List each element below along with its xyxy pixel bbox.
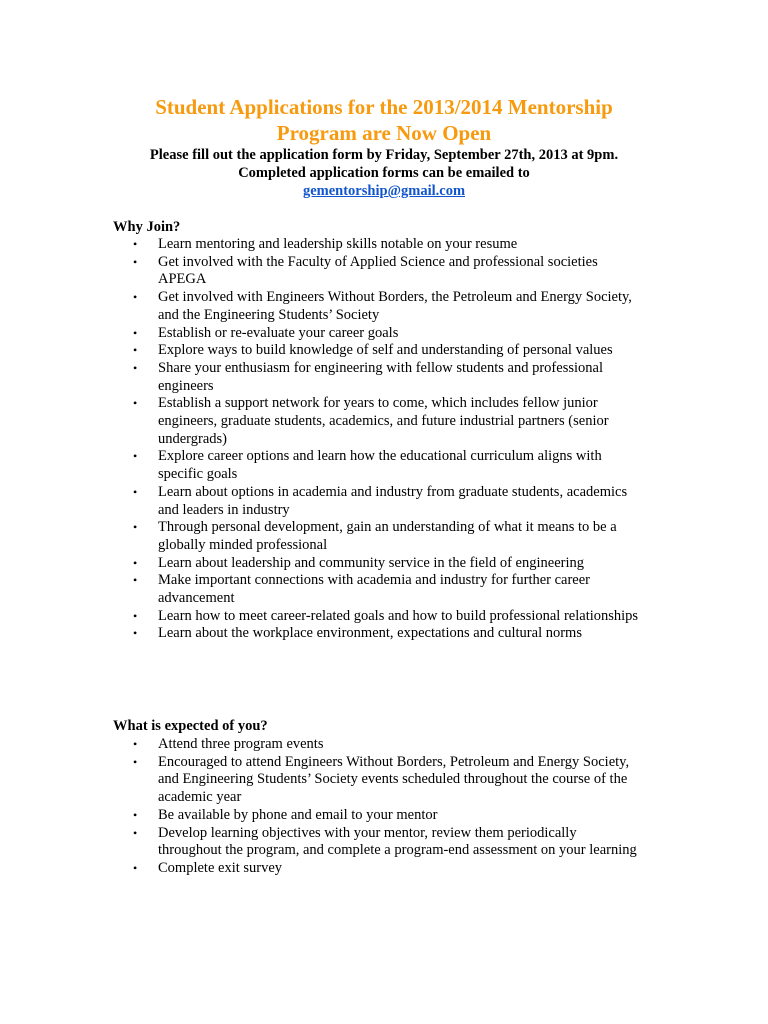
list-item-text: Develop learning objectives with your mentor, review them periodically throughout the program, and complete a program-end assessment on your learning [158,824,637,859]
list-item-text: Get involved with Engineers Without Borders, the Petroleum and Energy Society, and the Engineering Students’ Society [158,289,632,323]
list-item [113,254,643,289]
document-title: Student Applications for the 2013/2014 Mentorship Program are Now Open [155,95,613,145]
list-item-text: Explore ways to build knowledge of self and understanding of personal values [158,342,613,359]
list-item [113,236,643,254]
bullet-icon: • [133,254,138,269]
list-item-text: Make important connections with academia and industry for further career advancement [158,572,591,607]
list-item-text: Explore career options and learn how the educational curriculum aligns with specific goals [158,448,602,483]
bullet-icon: • [133,520,138,535]
email-link[interactable]: gementorship@gmail.com [302,183,466,199]
bullet-icon: • [133,360,138,375]
list-item-text: Establish or re-evaluate your career goals [158,324,399,341]
bullet-icon: • [133,396,138,411]
list-item-text: Complete exit survey [158,859,283,876]
email-line [100,182,668,200]
list-item-text: Get involved with the Faculty of Applied Science and professional societies APEGA [158,253,598,288]
bullet-icon: • [133,754,138,769]
list-item-text: Be available by phone and email to your mentor [158,806,438,823]
list-item [113,608,643,626]
bullet-icon: • [133,807,138,822]
bullet-icon: • [133,626,138,641]
list-item [113,825,643,860]
bullet-icon: • [133,737,138,751]
why-join-list [113,236,643,643]
list-item [113,572,643,607]
list-item-text: Learn about the workplace environment, expectations and cultural norms [158,625,582,642]
list-item [113,625,643,643]
list-item-text: Learn about leadership and community service in the field of engineering [158,554,584,571]
expectations-heading: What is expected of you? [113,718,268,734]
list-item [113,325,643,343]
list-item [113,555,643,573]
bullet-icon: • [133,555,138,570]
bullet-icon: • [133,237,138,251]
list-item [113,736,643,754]
bullet-icon: • [133,290,138,305]
list-item-text: Learn about options in academia and industry from graduate students, academics and leaders in industry [158,483,628,518]
bullet-icon: • [133,573,138,588]
bullet-icon: • [133,343,138,358]
list-item-text: Establish a support network for years to come, which includes fellow junior engineers, graduate students, academics, and future industrial partners (senior undergrads) [158,395,609,447]
list-item [113,448,643,483]
bullet-icon: • [133,325,138,340]
list-item [113,289,643,324]
list-item [113,484,643,519]
list-item-text: Through personal development, gain an understanding of what it means to be a globally minded professional [158,519,617,553]
list-item-text: Learn how to meet career-related goals and how to build professional relationships [158,607,639,624]
bullet-icon: • [133,449,138,464]
why-join-heading: Why Join? [113,219,181,235]
list-item [113,519,643,554]
list-item [113,860,643,878]
list-item-text: Share your enthusiasm for engineering with fellow students and professional engineers [158,359,603,394]
list-item [113,342,643,360]
list-item [113,360,643,395]
list-item [113,754,643,807]
list-item [113,807,643,825]
list-item-text: Encouraged to attend Engineers Without Borders, Petroleum and Energy Society, and Engineering Students’ Society events scheduled throughout the course of the academic year [158,753,630,806]
list-item [113,395,643,448]
bullet-icon: • [133,860,138,875]
list-item-text: Learn mentoring and leadership skills notable on your resume [158,236,518,252]
list-item-text: Attend three program events [158,736,324,752]
expectations-list [113,736,643,878]
bullet-icon: • [133,825,138,840]
bullet-icon: • [133,484,138,499]
bullet-icon: • [133,608,138,623]
application-deadline: Please fill out the application form by Friday, September 27th, 2013 at 9pm. [149,147,619,163]
submission-instructions: Completed application forms can be emailed to [238,165,530,181]
